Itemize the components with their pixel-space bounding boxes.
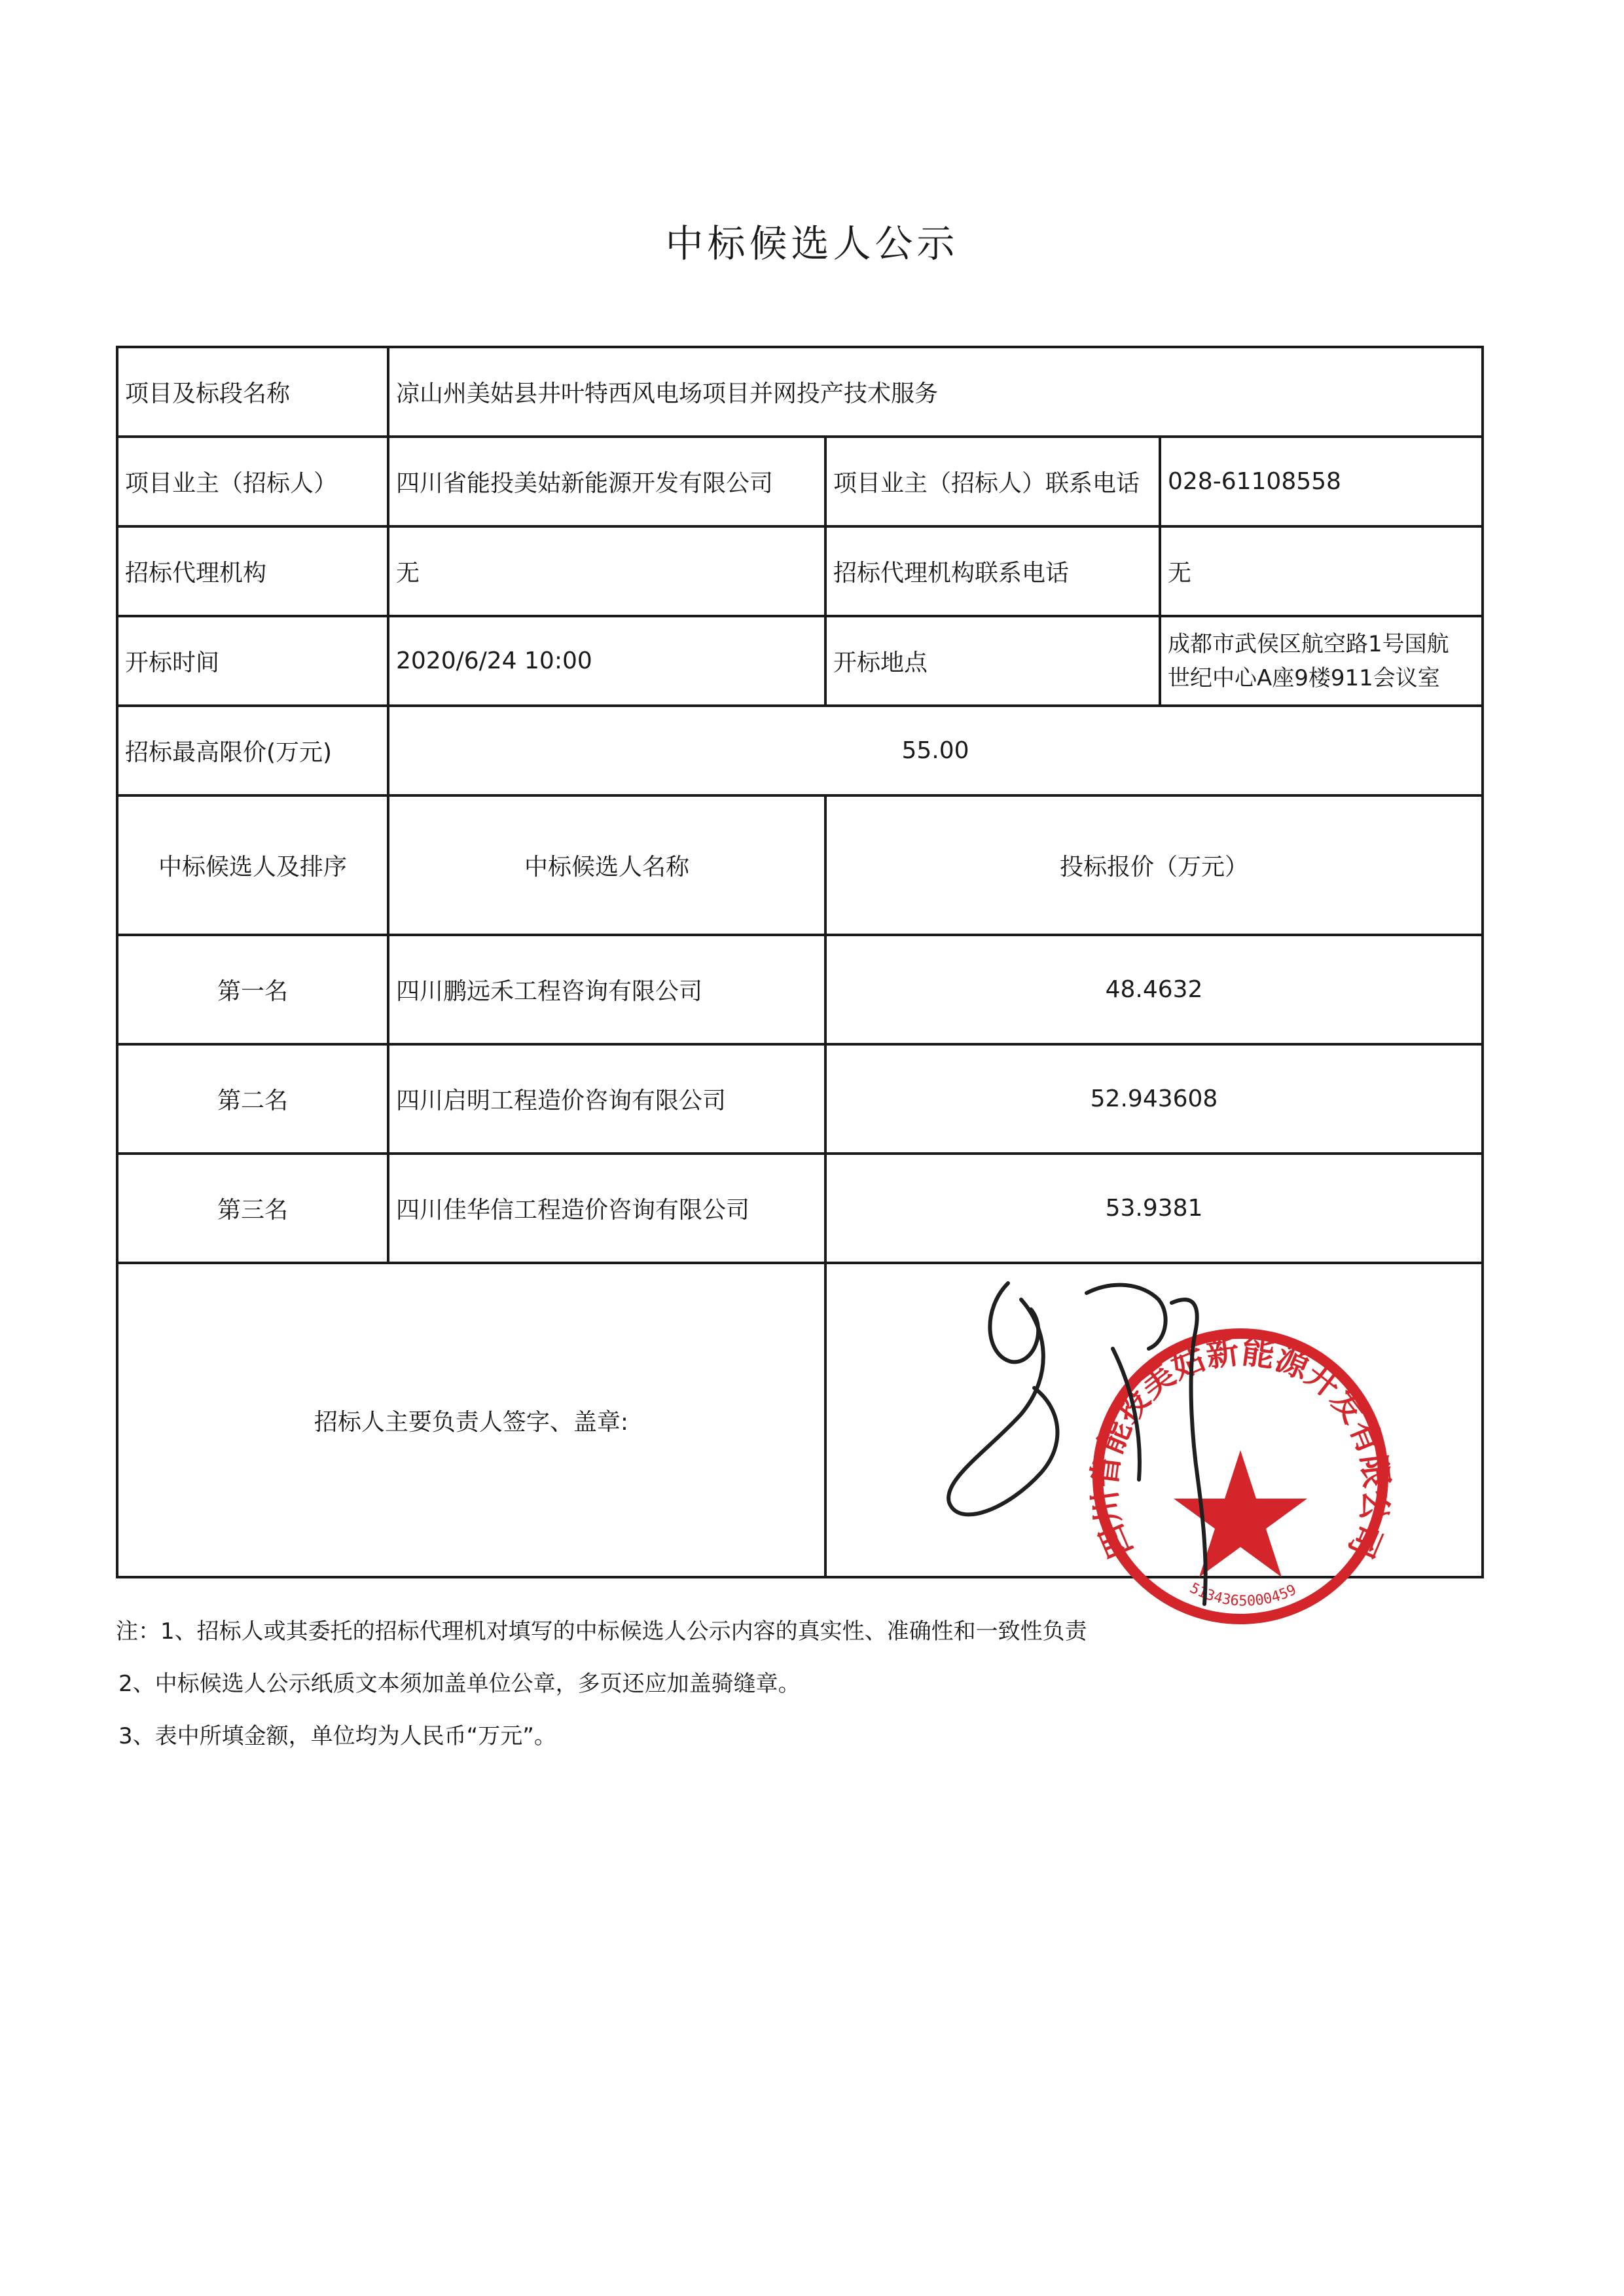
candidate-price: 53.9381 — [825, 1154, 1483, 1263]
candidate-price: 48.4632 — [825, 935, 1483, 1044]
signature-label: 招标人主要负责人签字、盖章: — [117, 1263, 825, 1577]
candidate-name: 四川佳华信工程造价咨询有限公司 — [388, 1154, 825, 1263]
candidate-price: 52.943608 — [825, 1044, 1483, 1154]
agency-value: 无 — [388, 526, 825, 616]
open-time-value: 2020/6/24 10:00 — [388, 616, 825, 706]
candidate-row — [117, 1154, 1483, 1263]
note-line: 3、表中所填金额，单位均为人民币“万元”。 — [118, 1723, 556, 1749]
owner-label: 项目业主（招标人） — [117, 437, 388, 526]
notes-section — [116, 1605, 1481, 1762]
header-price: 投标报价（万元） — [825, 795, 1483, 935]
agency-phone-label: 招标代理机构联系电话 — [825, 526, 1160, 616]
signature-row — [117, 1263, 1483, 1577]
max-price-row — [117, 706, 1483, 795]
max-price-value: 55.00 — [388, 706, 1483, 795]
candidate-rank: 第二名 — [117, 1044, 388, 1154]
opening-row — [117, 616, 1483, 706]
owner-value: 四川省能投美姑新能源开发有限公司 — [388, 437, 825, 526]
bid-candidate-table — [116, 346, 1484, 1578]
candidate-name: 四川鹏远禾工程咨询有限公司 — [388, 935, 825, 1044]
note-line: 2、中标候选人公示纸质文本须加盖单位公章，多页还应加盖骑缝章。 — [118, 1671, 801, 1697]
agency-row — [117, 526, 1483, 616]
seal-number: 5134365000459 — [1187, 1580, 1299, 1610]
seal-text: 四川省能投美姑新能源开发有限公司 — [1085, 1332, 1396, 1564]
open-place-line1: 成都市武侯区航空路1号国航 — [1168, 630, 1449, 657]
header-rank: 中标候选人及排序 — [117, 795, 388, 935]
candidate-rank: 第三名 — [117, 1154, 388, 1263]
open-place-label: 开标地点 — [825, 616, 1160, 706]
candidate-name: 四川启明工程造价咨询有限公司 — [388, 1044, 825, 1154]
candidate-rank: 第一名 — [117, 935, 388, 1044]
signature-area — [825, 1263, 1483, 1577]
max-price-label: 招标最高限价(万元) — [117, 706, 388, 795]
owner-row — [117, 437, 1483, 526]
owner-phone-label: 项目业主（招标人）联系电话 — [825, 437, 1160, 526]
project-value: 凉山州美姑县井叶特西风电场项目并网投产技术服务 — [388, 347, 1483, 437]
candidate-row — [117, 935, 1483, 1044]
candidate-header-row — [117, 795, 1483, 935]
candidate-row — [117, 1044, 1483, 1154]
open-place-line2: 世纪中心A座9楼911会议室 — [1168, 665, 1440, 691]
owner-phone-value: 028-61108558 — [1160, 437, 1483, 526]
open-place-value — [1160, 616, 1483, 706]
open-time-label: 开标时间 — [117, 616, 388, 706]
note-line: 注：1、招标人或其委托的招标代理机对填写的中标候选人公示内容的真实性、准确性和一致性负责 — [116, 1618, 1087, 1645]
agency-label: 招标代理机构 — [117, 526, 388, 616]
project-row — [117, 347, 1483, 437]
agency-phone-value: 无 — [1160, 526, 1483, 616]
header-name: 中标候选人名称 — [388, 795, 825, 935]
page-title: 中标候选人公示 — [665, 221, 959, 266]
project-label: 项目及标段名称 — [117, 347, 388, 437]
